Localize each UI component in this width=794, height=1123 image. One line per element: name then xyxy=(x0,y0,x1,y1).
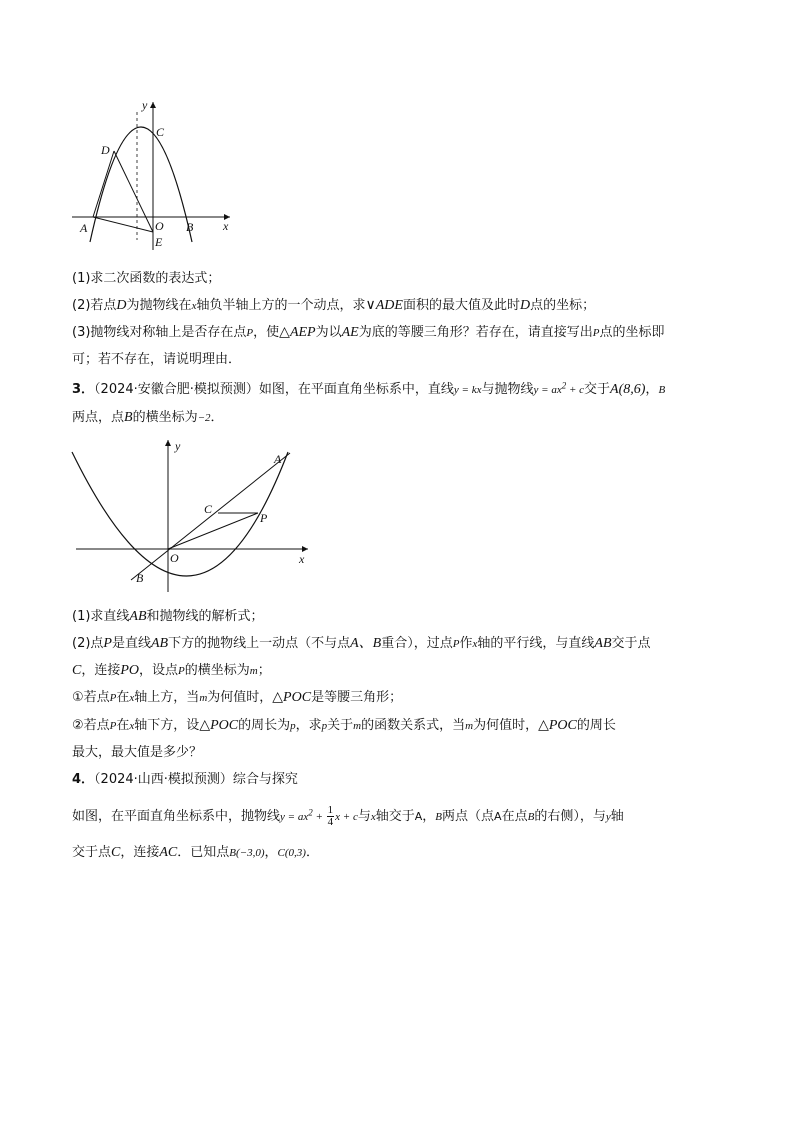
label-y: y xyxy=(175,439,181,453)
q4-stem-cont: 交于点C，连接AC．已知点B(−3,0)，C(0,3)． xyxy=(72,845,319,860)
q2-part2: (2)若点D为抛物线在x轴负半轴上方的一个动点，求∨ADE面积的最大值及此时D点的坐标； xyxy=(72,298,596,313)
q3-part1: (1)求直线AB和抛物线的解析式； xyxy=(72,609,264,624)
q3-case2: ②若点P在x轴下方，设△POC的周长为p，求p关于m的函数关系式，当m为何值时，△POC的周长 xyxy=(72,718,616,733)
q3-stem-cont: 两点，点B的横坐标为−2． xyxy=(72,410,224,425)
label-y: y xyxy=(142,98,148,112)
label-e: E xyxy=(155,235,163,249)
label-o: O xyxy=(155,219,164,233)
fraction-one-quarter: $\frac{1}{4}$ xyxy=(327,804,334,828)
label-d: D xyxy=(101,143,110,157)
segment-de xyxy=(114,151,153,232)
label-p: P xyxy=(260,511,268,525)
q2-part3-cont: 可；若不存在，请说明理由． xyxy=(72,352,242,367)
q2-part1: (1)求二次函数的表达式； xyxy=(72,271,221,286)
q3-part2: (2)点P是直线AB下方的抛物线上一动点（不与点A、B重合），过点P作x轴的平行线，与直线AB交于点 xyxy=(72,636,651,651)
label-a: A xyxy=(274,452,282,466)
label-c: C xyxy=(204,502,213,516)
q4-stem: 如图，在平面直角坐标系中，抛物线$y = ax^2$ + $\frac{1}{4}$ x + c与x轴交于A，B两点（点A在点B的右侧），与y轴 xyxy=(72,804,624,828)
label-o: O xyxy=(170,551,179,565)
label-b: B xyxy=(136,571,144,585)
figure-parabola-ade xyxy=(68,92,243,252)
q3-case1: ①若点P在x轴上方，当m为何值时，△POC是等腰三角形； xyxy=(72,690,403,705)
q2-part3: (3)抛物线对称轴上是否存在点P，使△AEP为以AE为底的等腰三角形？若存在，请直接写出P点的坐标即 xyxy=(72,325,665,340)
label-x: x xyxy=(299,552,305,566)
label-c: C xyxy=(156,125,165,139)
segment-po xyxy=(168,513,258,549)
label-a: A xyxy=(80,221,88,235)
q3-case2-cont: 最大，最大值是多少？ xyxy=(72,745,203,760)
segment-ad xyxy=(93,151,114,217)
figure-parabola-poc xyxy=(68,436,313,594)
label-b: B xyxy=(186,220,194,234)
label-x: x xyxy=(223,219,229,233)
q4-heading: 4．（2024·山西·模拟预测）综合与探究 xyxy=(72,772,298,787)
segment-ae xyxy=(93,217,153,232)
q3-part2-cont: C，连接PO，设点P的横坐标为m； xyxy=(72,663,271,678)
q3-stem: 3．（2024·安徽合肥·模拟预测）如图，在平面直角坐标系中，直线y = kx与抛物线$y = ax^2 + c$交于A(8,6)，B xyxy=(72,380,666,397)
